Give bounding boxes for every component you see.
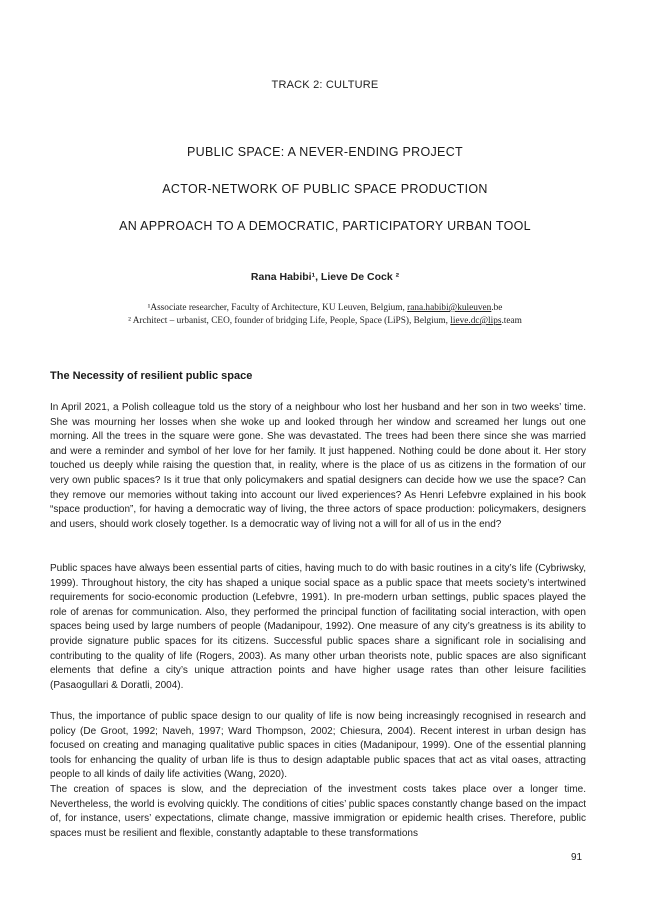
- email-link[interactable]: lieve.dc@lips: [450, 316, 502, 326]
- author-list: Rana Habibi¹, Lieve De Cock ²: [250, 271, 400, 283]
- email-suffix: .team: [501, 316, 522, 326]
- email-link[interactable]: rana.habibi@kuleuven: [407, 303, 492, 313]
- body-paragraph-2: [50, 562, 586, 693]
- affiliation-2: [0, 316, 650, 326]
- track-label: TRACK 2: CULTURE: [271, 79, 379, 91]
- paragraph-text: Thus, the importance of public space design to our quality of life is now being increasingly recognised in research and policy (De Groot, 1992; Naveh, 1997; Ward Thompson, 2002; Chiesura, 2004). Recent interest in urban design has focused on creating and managing qualitative public spaces in cities (Madanipour, 1999). One of the essential planning tools for enhancing the quality of urban life is thus to design adaptable public spaces that act as vital oases, attracting people to all kinds of daily life activities (Wang, 2020).: [50, 711, 586, 781]
- page-number: 91: [571, 852, 583, 863]
- title-line-2: ACTOR-NETWORK OF PUBLIC SPACE PRODUCTION: [162, 182, 488, 196]
- affiliation-1: [0, 303, 650, 313]
- email-suffix: .be: [491, 303, 503, 313]
- paragraph-text: Public spaces have always been essential parts of cities, having much to do with basic routines in a city’s life (Cybriwsky, 1999). Throughout history, the city has shaped a unique social space as a public space that meets society’s intertwined requirements for socio-economic production (Lefebvre, 1991). In pre-modern urban settings, public spaces played the role of arenas for communication. Also, they performed the principal function of facilitating social interaction, with open spaces being used by large numbers of people (Madanipour, 1992). One measure of any city’s greatness is its ability to provide signature public spaces for its citizens. Successful public spaces share a significant role in socialising and contributing to the quality of life (Rogers, 2003). As many other urban theorists note, public spaces are also significant elements that define a city’s unique attraction points and have higher usage rates than other leisure facilities (Pasaogullari & Doratli, 2004).: [50, 563, 586, 691]
- paragraph-text: In April 2021, a Polish colleague told us the story of a neighbour who lost her husband and her son in two weeks’ time. She was mourning her losses when she woke up and looked through her window and screamed her lungs out one morning. All the trees in the square were gone. She was devastated. The trees had been there since she was married and were a reminder and symbol of her love for her family. It just happened. Nothing could be done about it. Her story touched us deeply while raising the question that, in reality, where is the place of us as citizens in the formation of our very own public spaces? Is it true that only policymakers and spatial designers can decide how we use the space? Can they remove our memories without taking into account our lived experiences? As Henri Lefebvre explained in his book “space production”, for having a democratic way of living, the three actors of space production: policymakers, designers and users, should work closely together. Is a democratic way of living not a will for all of us in the end?: [50, 402, 586, 530]
- title-line-1: PUBLIC SPACE: A NEVER-ENDING PROJECT: [187, 145, 463, 159]
- section-heading: The Necessity of resilient public space: [50, 370, 253, 382]
- affiliation-text: ² Architect – urbanist, CEO, founder of bridging Life, People, Space (LiPS), Belgium,: [128, 316, 451, 326]
- body-paragraph-1: [50, 401, 586, 532]
- body-paragraph-3: [50, 710, 586, 783]
- title-line-3: AN APPROACH TO A DEMOCRATIC, PARTICIPATORY URBAN TOOL: [119, 219, 531, 233]
- paragraph-text: The creation of spaces is slow, and the depreciation of the investment costs takes place over a longer time. Nevertheless, the world is evolving quickly. The conditions of cities’ public spaces constantly change based on the impact of, for instance, users’ expectations, climate change, massive immigration or epidemic health crises. Therefore, public spaces must be resilient and flexible, constantly adaptable to these transformations: [50, 784, 586, 839]
- affiliation-text: ¹Associate researcher, Faculty of Architecture, KU Leuven, Belgium,: [147, 303, 408, 313]
- body-paragraph-4: [50, 783, 586, 841]
